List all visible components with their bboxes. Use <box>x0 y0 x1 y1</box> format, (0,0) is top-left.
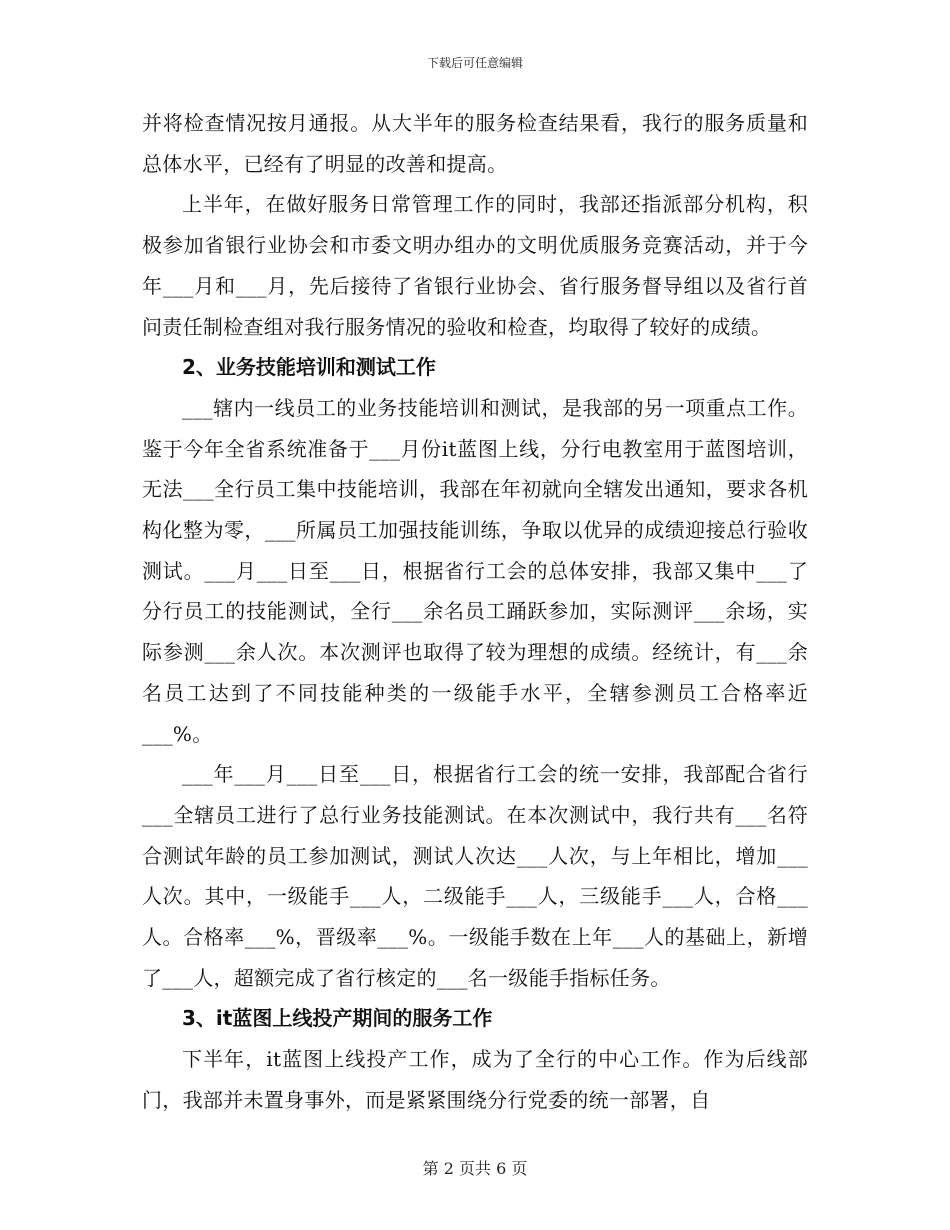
page-number: 第 2 页共 6 页 <box>422 1159 528 1178</box>
paragraph-1: 并将检查情况按月通报。从大半年的服务检查结果看，我行的服务质量和总体水平，已经有了明显的改善和提高。 <box>142 111 808 176</box>
section-heading-2: 2、业务技能培训和测试工作 <box>182 355 436 380</box>
paragraph-5: 下半年，it蓝图上线投产工作，成为了全行的中心工作。作为后线部门，我部并未置身事外，而是紧紧围绕分行党委的统一部署，自 <box>142 1047 808 1112</box>
paragraph-4: ___年___月___日至___日，根据省行工会的统一安排，我部配合省行___全辖员工进行了总行业务技能测试。在本次测试中，我行共有___名符合测试年龄的员工参加测试，测试人次达___人次，与上年相比，增加___人次。其中，一级能手___人，二级能手___人，三级能手___人，合格___人。合格率___%，晋级率___%。一级能手数在上年___人的基础上，新增了___人，超额完成了省行核定的___名一级能手指标任务。 <box>142 762 808 990</box>
section-heading-3: 3、it蓝图上线投产期间的服务工作 <box>182 1006 493 1031</box>
page-header-note: 下载后可任意编辑 <box>426 56 523 70</box>
document-body <box>142 103 808 1121</box>
paragraph-3: ___辖内一线员工的业务技能培训和测试，是我部的另一项重点工作。鉴于今年全省系统准备于___月份it蓝图上线，分行电教室用于蓝图培训，无法___全行员工集中技能培训，我部在年初就向全辖发出通知，要求各机构化整为零，___所属员工加强技能训练，争取以优异的成绩迎接总行验收测试。___月___日至___日，根据省行工会的总体安排，我部又集中___了分行员工的技能测试，全行___余名员工踊跃参加，实际测评___余场，实际参测___余人次。本次测评也取得了较为理想的成绩。经统计，有___余名员工达到了不同技能种类的一级能手水平，全辖参测员工合格率近___%。 <box>142 395 808 746</box>
paragraph-2: 上半年，在做好服务日常管理工作的同时，我部还指派部分机构，积极参加省银行业协会和市委文明办组办的文明优质服务竞赛活动，并于今年___月和___月，先后接待了省银行业协会、省行服务督导组以及省行首问责任制检查组对我行服务情况的验收和检查，均取得了较好的成绩。 <box>142 192 808 339</box>
